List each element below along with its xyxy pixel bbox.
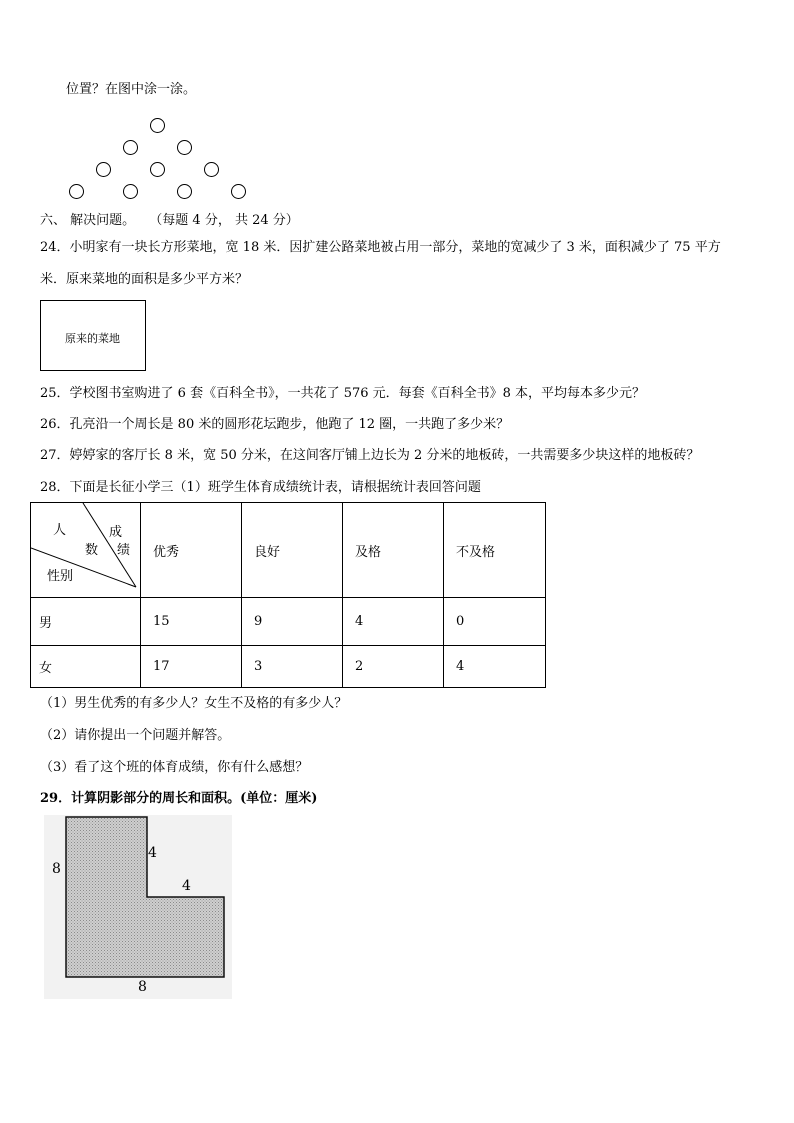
circle[interactable] [177,184,192,199]
l-shape-svg [44,815,232,999]
column-header: 优秀 [141,503,242,598]
q24-line1: 24．小明家有一块长方形菜地，宽 18 米．因扩建公路菜地被占用一部分，菜地的宽减少了 3 米，面积减少了 75 平方 [40,240,721,255]
header-label-cheng: 成 [109,525,123,540]
circle[interactable] [96,162,111,177]
circle[interactable] [204,162,219,177]
header-label-ji: 绩 [117,543,131,558]
q29-title: 29．计算阴影部分的周长和面积。(单位：厘米) [40,791,318,806]
circle[interactable] [177,140,192,155]
table-cell: 17 [141,646,242,688]
diagonal-header-cell [31,503,141,598]
vegetable-plot-box [40,300,146,371]
q26-text: 26．孔亮沿一个周长是 80 米的圆形花坛跑步，他跑了 12 圈，一共跑了多少米？ [40,417,510,432]
table-cell: 0 [444,598,546,646]
circle[interactable] [123,184,138,199]
header-label-ren: 人 [53,523,67,538]
table-cell: 15 [141,598,242,646]
q27-text: 27．婷婷家的客厅长 8 米，宽 50 分米，在这间客厅铺上边长为 2 分米的地板砖，一共需要多少块这样的地板砖？ [40,448,700,463]
q25-text: 25．学校图书室购进了 6 套《百科全书》，一共花了 576 元．每套《百科全书》8 本，平均每本多少元？ [40,386,646,401]
table-cell: 9 [242,598,343,646]
table-cell: 4 [444,646,546,688]
circle[interactable] [69,184,84,199]
q24-line2: 米．原来菜地的面积是多少平方米？ [40,272,249,287]
column-header: 不及格 [444,503,546,598]
table-header-row [31,503,546,598]
label-inner-horizontal-4: 4 [182,878,191,894]
table-cell: 4 [343,598,444,646]
q28-sub2: （2）请你提出一个问题并解答。 [40,728,231,743]
l-shape-figure [44,815,232,999]
q28-title: 28．下面是长征小学三（1）班学生体育成绩统计表，请根据统计表回答问题 [40,480,481,495]
vegetable-plot-label: 原来的菜地 [65,332,120,345]
column-header: 及格 [343,503,444,598]
circle[interactable] [123,140,138,155]
table-cell: 2 [343,646,444,688]
header-label-xingbie: 性别 [47,569,74,584]
table-row [31,646,546,688]
section-header [40,213,299,229]
q28-sub1: （1）男生优秀的有多少人？女生不及格的有多少人？ [40,696,348,711]
circle[interactable] [231,184,246,199]
section-title: 六、 解决问题。 [40,213,136,228]
circle[interactable] [150,162,165,177]
label-inner-vertical-4: 4 [148,845,157,861]
table-row [31,598,546,646]
circle[interactable] [150,118,165,133]
label-left-8: 8 [52,861,61,877]
score-table [30,502,546,688]
header-label-shu: 数 [85,543,99,558]
column-header: 良好 [242,503,343,598]
row-label: 女 [31,646,141,688]
label-bottom-8: 8 [138,979,147,995]
intro-line: 位置？在图中涂一涂。 [66,82,197,97]
q28-sub3: （3）看了这个班的体育成绩，你有什么感想？ [40,760,309,775]
row-label: 男 [31,598,141,646]
section-score-note: （每题 4 分， 共 24 分） [149,213,299,228]
table-cell: 3 [242,646,343,688]
